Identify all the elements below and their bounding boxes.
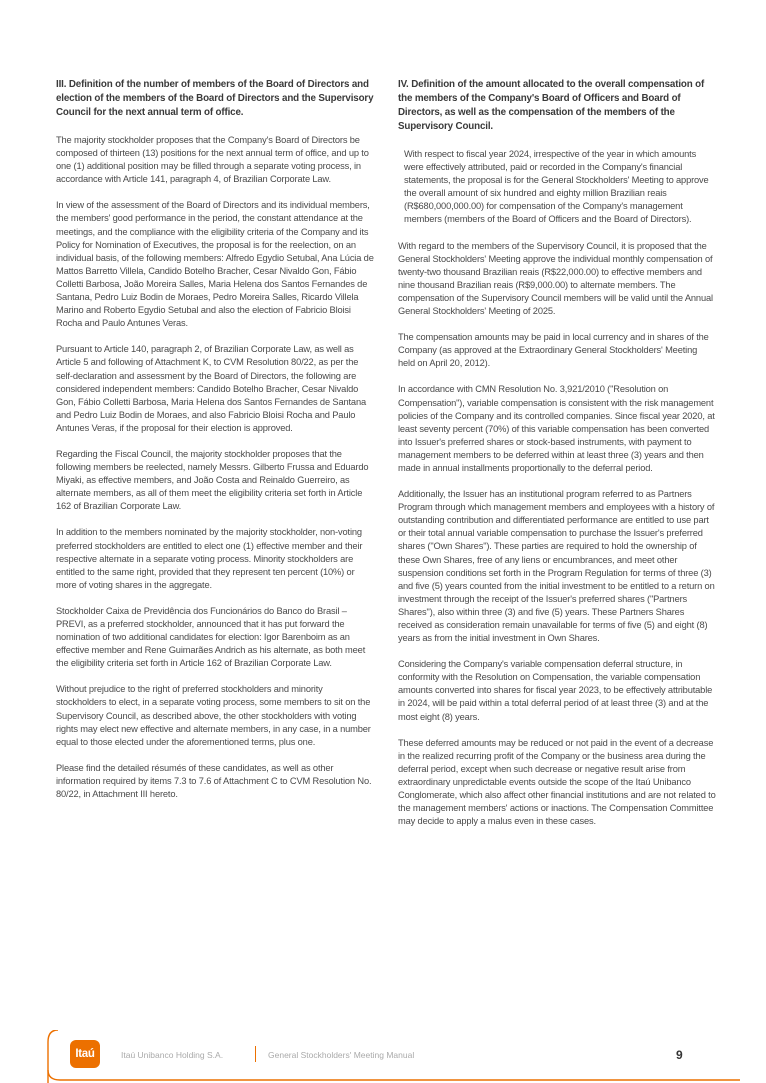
paragraph: The majority stockholder proposes that the Company's Board of Directors be composed of thirteen (13) positions for the next annual term of office, and up to one (1) additional position may be filled through a separate voting process, in accordance with Article 141, paragraph 4, of Brazilian Corporate Law.: [56, 135, 369, 185]
paragraph: Without prejudice to the right of preferred stockholders and minority stockholders to elect, in a separate voting process, some members to sit on the Supervisory Council, as described above, the other stockholders with voting rights may elect new effective and alternate members, in any case, in a number equal to those elected under the aforementioned terms, plus one.: [56, 684, 371, 747]
paragraph: Regarding the Fiscal Council, the majority stockholder proposes that the following members be reelected, namely Messrs. Gilberto Frussa and Eduardo Miyaki, as effective members, and João Costa and Reinaldo Guerreiro, as alternate members, as all of them meet the eligibility criteria set forth in Article 162 of Brazilian Corporate Law.: [56, 448, 369, 512]
paragraph: In addition to the members nominated by the majority stockholder, non-voting preferred stockholders are entitled to elect one (1) effective member and their respective alternate in a separate voting process. Minority stockholders are entitled to the same right, provided that they represent ten percent (10%) or more of voting shares in the aggregate.: [56, 527, 363, 590]
itau-logo: Itaú: [70, 1040, 100, 1068]
paragraph: Please find the detailed résumés of these candidates, as well as other information required by items 7.3 to 7.6 of Attachment C to CVM Resolution No. 80/22, in Attachment III hereto.: [56, 762, 372, 800]
paragraph: With regard to the members of the Supervisory Council, it is proposed that the General Stockholders' Meeting approve the individual monthly compensation of twenty-two thousand Brazilian reais (R$22,000.00) to effective members and nine thousand Brazilian reais (R$9,000.00) to alternate members. The compensation of the Supervisory Council members will be valid until the Annual General Stockholders' Meeting of 2025.: [398, 240, 713, 317]
footer-divider: [255, 1046, 256, 1062]
footer-company: Itaú Unibanco Holding S.A.: [121, 1050, 224, 1060]
paragraph: Stockholder Caixa de Previdência dos Funcionários do Banco do Brasil – PREVI, as a preferred stockholder, announced that it has put forward the nomination of two additional candidates for election: Igor Barenboim as an effective member and Rene Guimarães Andrich as his alternate, as both meet the eligibility criteria set forth in Article 162 of Brazilian Corporate Law.: [56, 605, 366, 669]
paragraph: Considering the Company's variable compensation deferral structure, in conformity with the Resolution on Compensation, the variable compensation amounts converted into shares for fiscal year 2023, to be effectively attributable in 2024, will be paid within a total deferral period of at least three (3) and at the most eight (8) years.: [398, 659, 713, 722]
paragraph: These deferred amounts may be reduced or not paid in the event of a decrease in the realized recurring profit of the Company or the business area during the deferral period, except when such decrease or negative result arise from extraordinary unpredictable events outside the scope of the Itaú Unibanco Conglomerate, which also affect other financial institutions and are not related to the management members' actions or inactions. The Compensation Committee may decide to apply a malus even in these cases.: [398, 737, 716, 827]
page-number: 9: [676, 1048, 683, 1062]
section-heading-iii: III. Definition of the number of members of the Board of Directors and election of the members of the Board of Directors and the Supervisory Council for the next annual term of office.: [56, 79, 374, 118]
paragraph: Additionally, the Issuer has an institutional program referred to as Partners Program through which management members and employees with a history of outstanding contribution and differentiated performance are entitled to use part or their total annual variable compensation to purchase the Issuer's preferred shares ("Own Shares"). These parties are required to hold the ownership of these Own Shares, free of any liens or encumbrances, and meet other suspension conditions set forth in the Program Regulation for terms of three (3) and five (5) years counted from the initial investment to be entitled to a return on investment through the receipt of the Issuer's preferred shares ("Partners Shares"), also within three (3) and five (5) years. These Partners Shares received as consideration remain unavailable for terms of five (5) and eight (8) years as from the initial investment in Own Shares.: [398, 489, 715, 644]
paragraph: With respect to fiscal year 2024, irrespective of the year in which amounts were effectively attributed, paid or recorded in the Company's financial statements, the proposal is for the General Stockholders' Meeting to approve the overall amount of six hundred and eighty million Brazilian reais (R$680,000,000.00) for compensation of the Company's management members (members of the Board of Officers and the Board of Directors).: [404, 149, 709, 225]
section-heading-iv: IV. Definition of the amount allocated to the overall compensation of the members of the Company's Board of Officers and Board of Directors, as well as the compensation of the members of the Supervisory Council.: [398, 79, 705, 132]
paragraph: In view of the assessment of the Board of Directors and its individual members, the members' good performance in the period, the constant attendance at the meetings, and the compliance with the eligibility criteria of the Company and its Policy for Nomination of Executives, the proposal is for the reelection, on an individual basis, of the following members: Alfredo Egydio Setubal, Ana Lúcia de Mattos Barretto Villela, Candido Botelho Bracher, Cesar Nivaldo Gon, Fábio Colletti Barbosa, João Moreira Salles, Maria Helena dos Santos Fernandes de Santana, Pedro Luiz Bodin de Moraes, Pedro Moreira Salles, Ricardo Villela Marino and Roberto Egydio Setubal and also the election of Fabricio Bloisi Rocha and Paulo Antunes Veras.: [56, 200, 374, 329]
paragraph: In accordance with CMN Resolution No. 3,921/2010 ("Resolution on Compensation"), variable compensation is consistent with the risk management policies of the Company and its controlled companies. Since fiscal year 2020, at least seventy percent (70%) of this variable compensation has been converted into Issuer's preferred shares or stock-based instruments, with payment to management members to be deferred within at least three (3) years and then made in annual installments proportionally to the deferral period.: [398, 384, 715, 473]
right-column: [398, 78, 716, 841]
paragraph: Pursuant to Article 140, paragraph 2, of Brazilian Corporate Law, as well as Article 5 and following of Attachment K, to CVM Resolution 80/22, as per the self-declaration and assessment by the Board of Directors, the following are considered independent members: Candido Botelho Bracher, Cesar Nivaldo Gon, Fábio Colletti Barbosa, Maria Helena dos Santos Fernandes de Santana and Pedro Luiz Bodin de Moraes, and also Fabricio Bloisi Rocha and Paulo Antunes Veras, if the proposal for their election is approved.: [56, 344, 366, 433]
paragraph: The compensation amounts may be paid in local currency and in shares of the Company (as approved at the Extraordinary General Stockholders' Meeting held on April 20, 2012).: [398, 332, 709, 369]
footer-document-title: General Stockholders' Meeting Manual: [268, 1050, 415, 1060]
left-column: [56, 78, 374, 814]
